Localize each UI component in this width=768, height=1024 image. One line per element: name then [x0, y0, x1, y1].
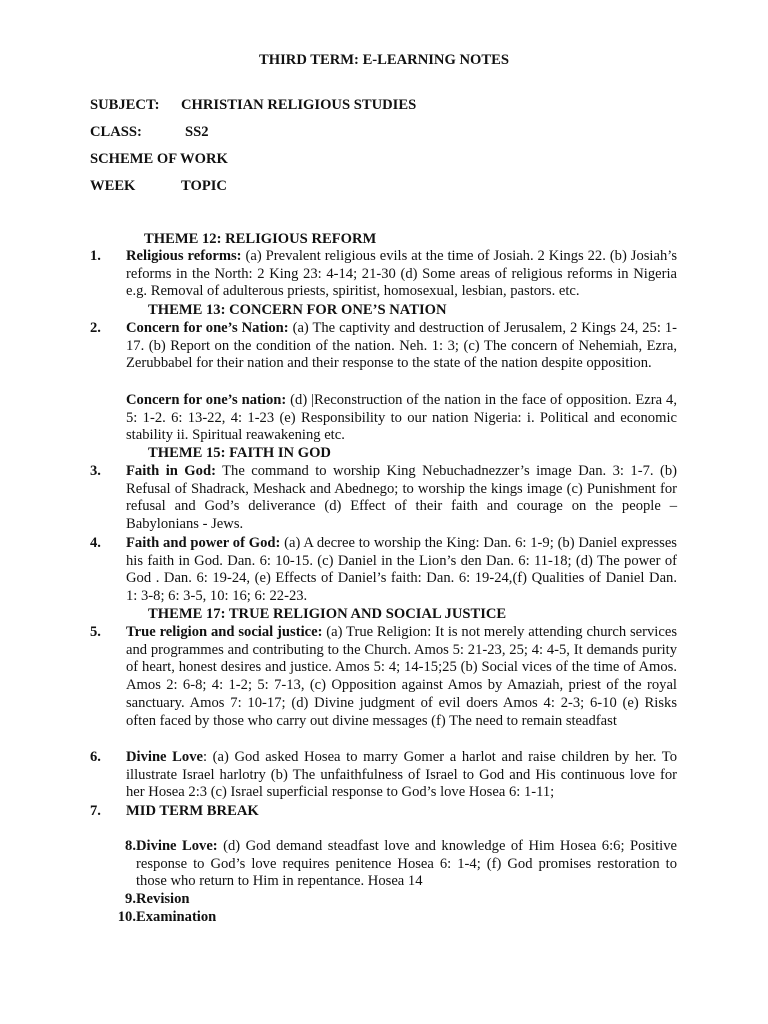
item-text: (a) True Religion: It is not merely attending church services and programmes and contributing to the Church. Amos 5: 21-23, 25; 4: 4-5, It demands purity of heart, honest desires and justice. Amos 5: 4; 14-15;25 (b) Social vices of the time of Amos. Amos 2: 6-8; 4: 1-2; 5: 7-13, (c) Opposition against Amos by Amaziah, priest of the royal sanctuary. Amos 7: 10-17; (d) Divine judgment of evil doers Amos 4: 2-3; 6-10 (e) Risks often faced by those who carry out divine messages (f) The need to remain steadfast — [126, 624, 677, 729]
list-item — [126, 248, 677, 301]
item-number: 3. — [90, 463, 101, 479]
item-text: (a) A decree to worship the King: Dan. 6: 1-9; (b) Daniel expresses his faith in God. Dan. 6: 10-15. (c) Daniel in the Lion’s den Dan. 6: 11-18; (d) The power of God . Dan. 6: 19-24, (e) Effects of Daniel’s faith: Dan. 6: 19-24,(f) Qualities of Daniel Dan. 1: 3-8; 6: 3-5, 10: 16; 6: 22-23. — [126, 535, 677, 605]
subject-label: SUBJECT: — [90, 97, 160, 113]
class-row — [90, 124, 209, 142]
page-title: THIRD TERM: E-LEARNING NOTES — [259, 52, 509, 68]
week-topic-row — [90, 178, 227, 196]
scheme-of-work-heading: SCHEME OF WORK — [90, 151, 228, 167]
subject-row — [90, 97, 417, 115]
item-text: The command to worship King Nebuchadnezzer’s image Dan. 3: 1-7. (b) Refusal of Shadrack, Meshack and Abednego; to worship the kings image (c) Punishment for refusal and God’s deliverance (d) Effect of their faith and courage on the people – Babylonians - Jews. — [126, 463, 677, 533]
item-number: 7. — [90, 803, 101, 819]
item-lead: Faith in God: — [126, 463, 216, 479]
item-text: (d) |Reconstruction of the nation in the face of opposition. Ezra 4, 5: 1-2. 6: 13-22, 4: 1-23 (e) Responsibility to our nation Nigeria: i. Political and economic stability ii. Spiritual reawakening etc. — [126, 392, 677, 444]
list-item — [126, 463, 677, 534]
item-lead: Divine Love: — [136, 838, 218, 854]
item-number: 2. — [90, 320, 101, 336]
item-number: 6. — [90, 749, 101, 765]
item-text: (d) God demand steadfast love and knowledge of Him Hosea 6:6; Positive response to God’s love requires penitence Hosea 6: 1-4; (f) God promises restoration to those who return to Him in repentance. Hosea 14 — [136, 838, 677, 890]
class-label: CLASS: — [90, 124, 142, 140]
list-item — [126, 392, 677, 445]
item-number: 8. — [125, 838, 136, 854]
item-lead: True religion and social justice: — [126, 624, 323, 640]
item-text: (a) Prevalent religious evils at the time of Josiah. 2 Kings 22. (b) Josiah’s reforms in the North: 2 King 23: 4-14; 21-30 (d) Some areas of religious reforms in Nigeria e.g. Removal of adulterous priests, spiritist, homosexual, lesbian, pastors. etc. — [126, 248, 677, 300]
class-value: SS2 — [185, 124, 209, 140]
item-lead: Concern for one’s Nation: — [126, 320, 289, 336]
item-number: 9. — [125, 891, 136, 907]
topic-label: TOPIC — [181, 178, 227, 194]
item-text: : (a) God asked Hosea to marry Gomer a harlot and raise children by her. To illustrate Israel harlotry (b) The unfaithfulness of Israel to God and His continuous love for her Hosea 2:3 (c) Israel superficial response to God’s love Hosea 6: 1-11; — [126, 749, 677, 801]
item-lead: Religious reforms: — [126, 248, 242, 264]
theme-heading: THEME 15: FAITH IN GOD — [148, 445, 331, 461]
item-number: 5. — [90, 624, 101, 640]
week-label: WEEK — [90, 178, 136, 194]
list-item — [126, 320, 677, 373]
item-number: 1. — [90, 248, 101, 264]
list-item — [126, 535, 677, 606]
list-item: MID TERM BREAK — [126, 803, 259, 819]
list-item — [126, 624, 677, 730]
list-item — [126, 749, 677, 802]
theme-heading: THEME 17: TRUE RELIGION AND SOCIAL JUSTICE — [148, 606, 507, 622]
item-number: 4. — [90, 535, 101, 551]
item-text: (a) The captivity and destruction of Jerusalem, 2 Kings 24, 25: 1-17. (b) Report on the condition of the nation. Neh. 1: 3; (c) The concern of Nehemiah, Ezra, Zerubbabel for their nation and their response to the state of the nation despite opposition. — [126, 320, 677, 372]
subject-value: CHRISTIAN RELIGIOUS STUDIES — [181, 97, 417, 113]
item-lead: Divine Love — [126, 749, 203, 765]
list-item: Revision — [136, 891, 190, 907]
theme-heading: THEME 12: RELIGIOUS REFORM — [144, 231, 377, 247]
item-lead: Faith and power of God: — [126, 535, 281, 551]
list-item — [136, 838, 677, 891]
theme-heading: THEME 13: CONCERN FOR ONE’S NATION — [148, 302, 447, 318]
item-number: 10. — [117, 909, 136, 925]
item-lead: Concern for one’s nation: — [126, 392, 287, 408]
list-item: Examination — [136, 909, 217, 925]
